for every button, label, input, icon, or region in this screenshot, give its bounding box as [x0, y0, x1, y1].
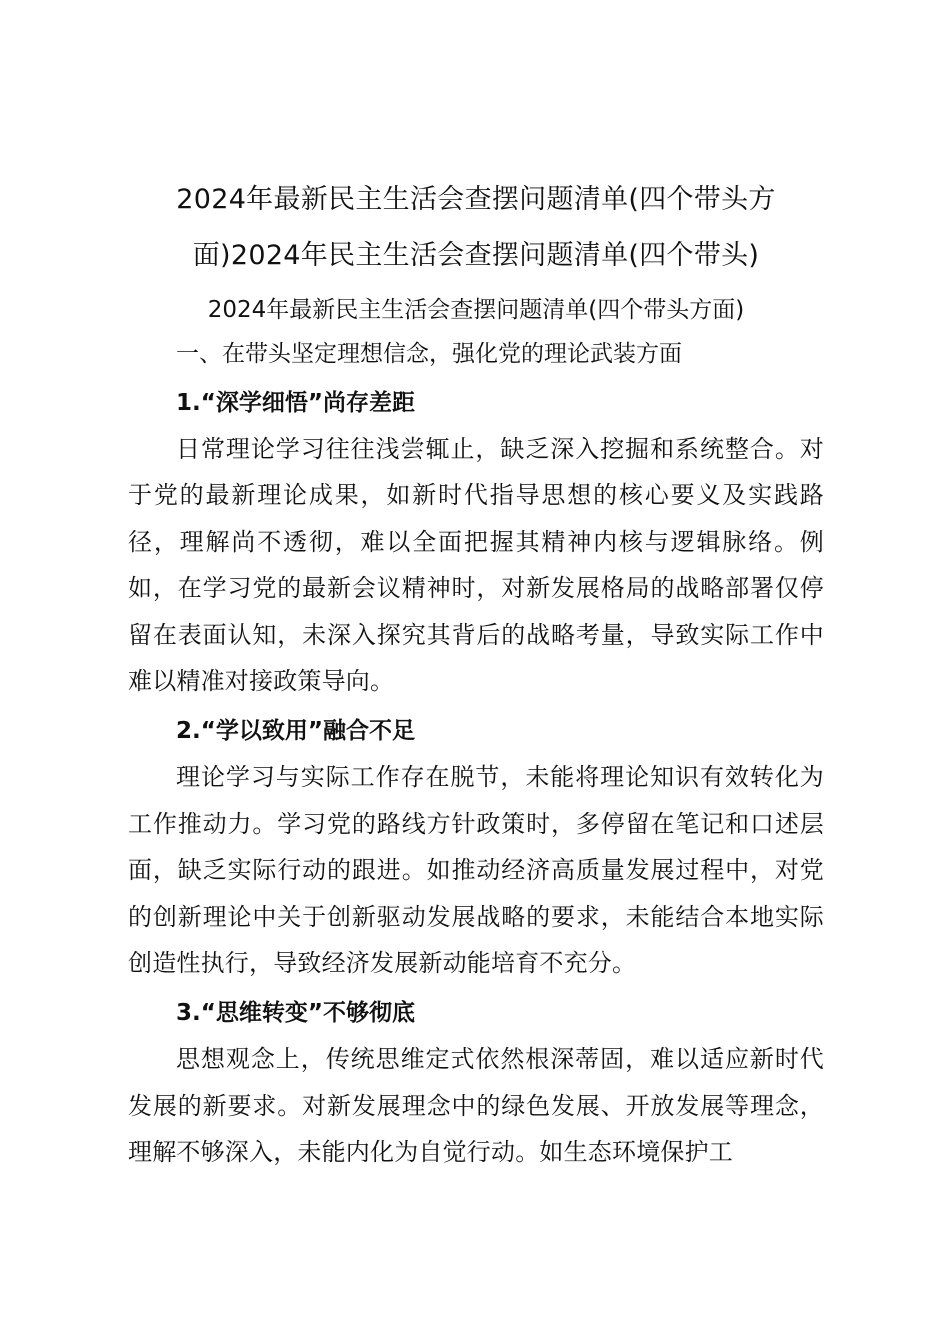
item-heading-3: 3.“思维转变”不够彻底: [176, 1000, 415, 1027]
item-body-2: 理论学习与实际工作存在脱节，未能将理论知识有效转化为工作推动力。学习党的路线方针政策时，多停留在笔记和口述层面，缺乏实际行动的跟进。如推动经济高质量发展过程中，对党的创新理论中关于创新驱动发展战略的要求，未能结合本地实际创造性执行，导致经济发展新动能培育不充分。: [128, 763, 824, 978]
item-body-3: 思想观念上，传统思维定式依然根深蒂固，难以适应新时代发展的新要求。对新发展理念中的绿色发展、开放发展等理念，理解不够深入，未能内化为自觉行动。如生态环境保护工: [128, 1045, 824, 1167]
section-heading: 一、在带头坚定理想信念，强化党的理论武装方面: [176, 341, 682, 367]
item-heading-2: 2.“学以致用”融合不足: [176, 718, 415, 745]
document-title: 2024年最新民主生活会查摆问题清单(四个带头方面)2024年民主生活会查摆问题清单(四个带头): [176, 184, 776, 271]
item-body-1: 日常理论学习往往浅尝辄止，缺乏深入挖掘和系统整合。对于党的最新理论成果，如新时代指导思想的核心要义及实践路径，理解尚不透彻，难以全面把握其精神内核与逻辑脉络。例如，在学习党的最新会议精神时，对新发展格局的战略部署仅停留在表面认知，未深入探究其背后的战略考量，导致实际工作中难以精准对接政策导向。: [128, 435, 824, 696]
document-subtitle: 2024年最新民主生活会查摆问题清单(四个带头方面): [207, 297, 745, 323]
item-heading-1: 1.“深学细悟”尚存差距: [176, 390, 415, 416]
document-content: [128, 172, 824, 1176]
